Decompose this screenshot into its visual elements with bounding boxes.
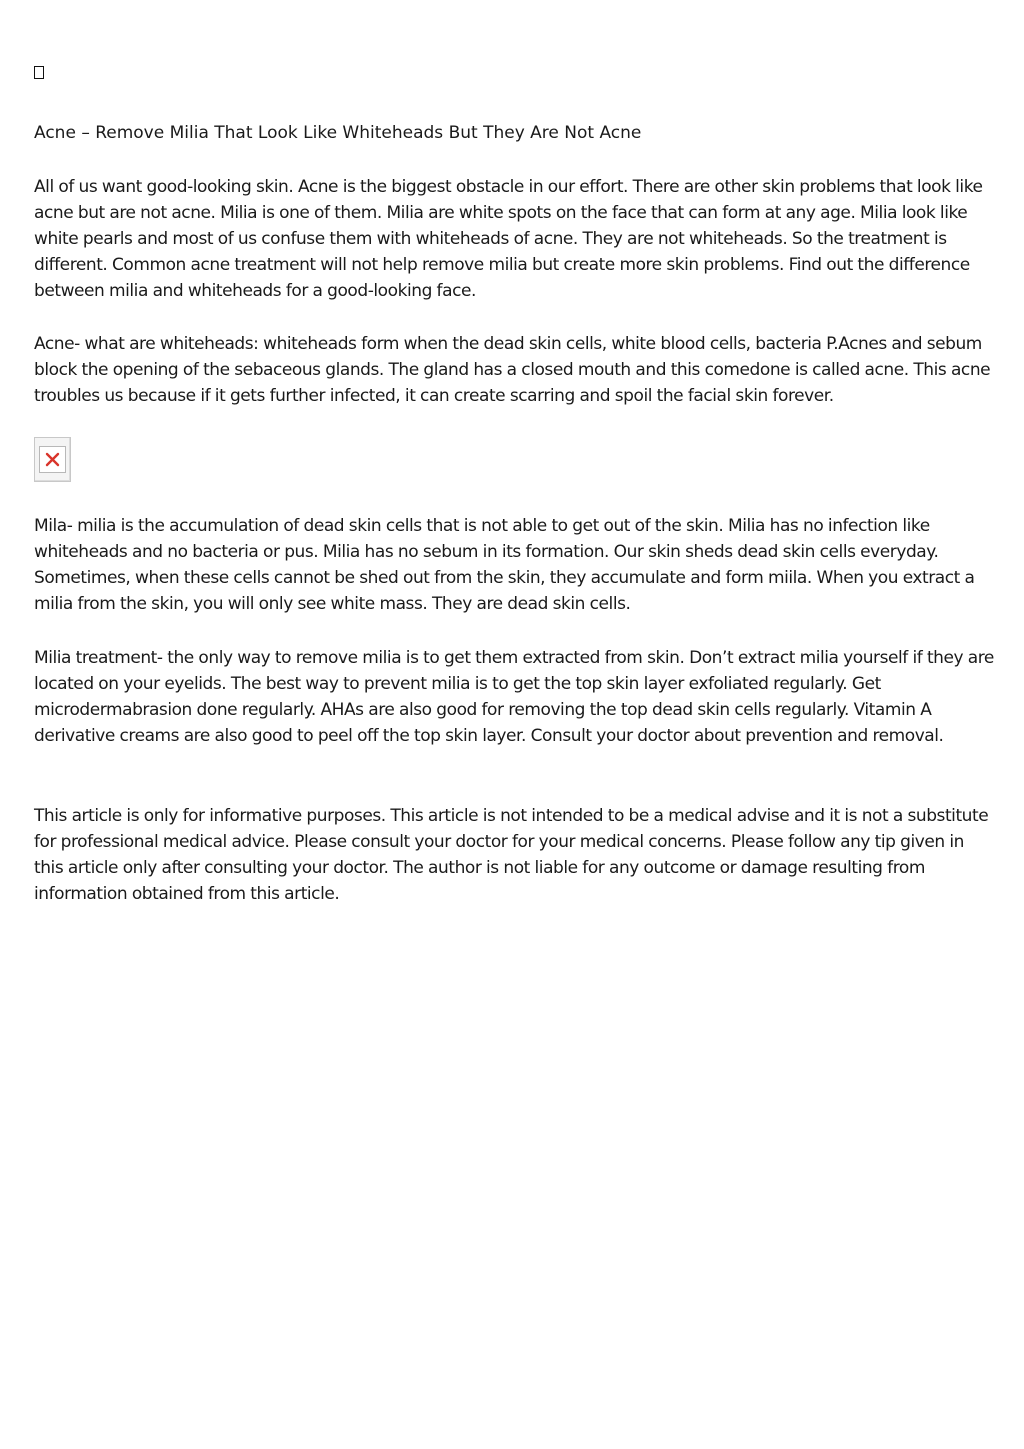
- broken-image-icon: [34, 437, 71, 482]
- article-title: Acne – Remove Milia That Look Like Whiteheads But They Are Not Acne: [34, 123, 642, 143]
- missing-glyph-icon: [34, 66, 44, 79]
- paragraph-whiteheads: Acne- what are whiteheads: whiteheads form when the dead skin cells, white blood cells, bacteria P.Acnes and sebum block the opening of the sebaceous glands. The gland has a closed mouth and this comedone is called acne. This acne troubles us because if it gets further infected, it can create scarring and spoil the facial skin forever.: [34, 334, 991, 406]
- paragraph-milia: Mila- milia is the accumulation of dead skin cells that is not able to get out of the skin. Milia has no infection like whiteheads and no bacteria or pus. Milia has no sebum in its formation. Our skin sheds dead skin cells everyday. Sometimes, when these cells cannot be shed out from the skin, they accumulate and form miila. When you extract a milia from the skin, you will only see white mass. They are dead skin cells.: [34, 516, 975, 614]
- paragraph-disclaimer: This article is only for informative purposes. This article is not intended to be a medical advise and it is not a substitute for professional medical advice. Please consult your doctor for your medical concerns. Please follow any tip given in this article only after consulting your doctor. The author is not liable for any outcome or damage resulting from information obtained from this article.: [34, 806, 989, 904]
- paragraph-milia-treatment: [34, 645, 994, 749]
- paragraph-milia-treatment-text-after: are located on your eyelids. The best way to prevent milia is to get the top skin layer exfoliated regularly. Get microdermabrasion done regularly. AHAs are also good for removing the top dead skin cells regularly. Vitamin A derivative creams are also good to peel off the top skin layer. Consult your doctor about prevention and removal.: [34, 648, 994, 746]
- paragraph-intro: All of us want good-looking skin. Acne is the biggest obstacle in our effort. There are other skin problems that look like acne but are not acne. Milia is one of them. Milia are white spots on the face that can form at any age. Milia look like white pearls and most of us confuse them with whiteheads of acne. They are not whiteheads. So the treatment is different. Common acne treatment will not help remove milia but create more skin problems. Find out the difference between milia and whiteheads for a good-looking face.: [34, 177, 983, 301]
- paragraph-milia-treatment-text-before: Milia treatment- the only way to remove milia is to get them extracted from skin. Don’t extract milia yourself if they: [34, 648, 968, 668]
